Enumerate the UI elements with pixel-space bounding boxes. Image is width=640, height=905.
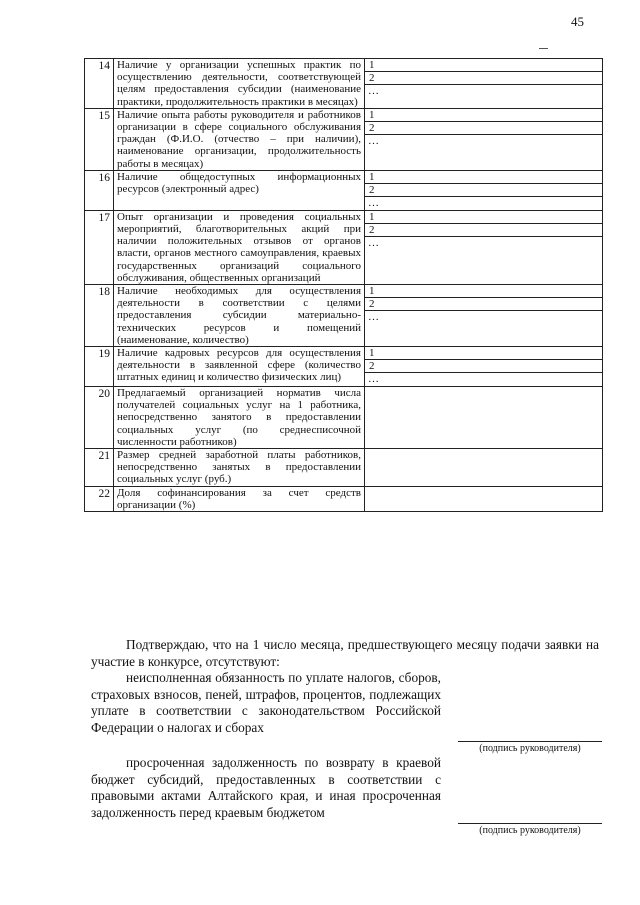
value-line[interactable]: 2 (365, 360, 602, 373)
value-line[interactable]: 1 (365, 109, 602, 122)
row-value-cell[interactable] (365, 387, 603, 449)
value-line[interactable]: 2 (365, 184, 602, 197)
value-line[interactable]: 2 (365, 72, 602, 85)
signature-label-1: (подпись руководителя) (479, 743, 581, 754)
confirm-item-2: просроченная задолженность по возврату в краевой бюджет субсидий, предоставленных в соответствии с правовыми актами Алтайского края, и иная просроченная задолженность перед краевым бюджетом (91, 755, 441, 820)
row-value-cell[interactable] (365, 170, 603, 210)
row-number: 17 (85, 210, 114, 284)
row-description: Размер средней заработной платы работников, непосредственно занятых в предоставлении социальных услуг (руб.) (114, 449, 365, 487)
row-number: 18 (85, 285, 114, 347)
table-row (85, 449, 603, 487)
row-description: Наличие кадровых ресурсов для осуществления деятельности в заявленной сфере (количество штатных единиц и количество физических лиц) (114, 347, 365, 387)
criteria-table (84, 58, 603, 512)
row-number: 16 (85, 170, 114, 210)
row-value-cell[interactable] (365, 285, 603, 347)
row-number: 19 (85, 347, 114, 387)
row-value-cell[interactable] (365, 449, 603, 487)
value-line[interactable]: … (368, 85, 379, 97)
value-line[interactable]: 1 (365, 285, 602, 298)
table-row (85, 285, 603, 347)
table-row (85, 108, 603, 170)
signature-line-1[interactable] (458, 741, 602, 742)
table-row (85, 347, 603, 387)
row-number: 20 (85, 387, 114, 449)
value-line[interactable]: 1 (365, 171, 602, 184)
table-row (85, 170, 603, 210)
value-line[interactable]: … (368, 311, 379, 324)
table-row (85, 486, 603, 511)
value-line[interactable]: … (368, 134, 379, 147)
value-line[interactable]: … (368, 236, 379, 249)
row-value-cell[interactable] (365, 108, 603, 170)
value-line[interactable]: 1 (365, 59, 602, 72)
confirm-item-1: неисполненная обязанность по уплате налогов, сборов, страховых взносов, пеней, штрафов, процентов, подлежащих уплате в соответствии с законодательством Российской Федерации о налогах и сборах (91, 670, 441, 735)
row-description: Наличие общедоступных информационных ресурсов (электронный адрес) (114, 170, 365, 210)
value-line[interactable]: … (368, 373, 379, 386)
row-number: 14 (85, 59, 114, 109)
row-description: Доля софинансирования за счет средств организации (%) (114, 486, 365, 511)
table-row (85, 210, 603, 284)
row-number: 22 (85, 486, 114, 511)
row-number: 21 (85, 449, 114, 487)
value-line[interactable]: 2 (365, 224, 602, 237)
value-line[interactable]: … (368, 196, 379, 209)
row-value-cell[interactable] (365, 210, 603, 284)
value-line[interactable]: 1 (365, 211, 602, 224)
row-value-cell[interactable] (365, 347, 603, 387)
row-value-cell[interactable] (365, 59, 603, 109)
row-description: Наличие необходимых для осуществления деятельности в соответствии с целями предоставления субсидии материально-технических ресурсов и помещений (наименование, количество) (114, 285, 365, 347)
row-value-cell[interactable] (365, 486, 603, 511)
table-row (85, 387, 603, 449)
row-description: Наличие опыта работы руководителя и работников организации в сфере социального обслуживания граждан (Ф.И.О. (отчество – при наличии), наименование организации, продолжительность работы в месяцах) (114, 108, 365, 170)
header-dash (539, 48, 548, 49)
table-row (85, 59, 603, 109)
row-description: Наличие у организации успешных практик по осуществлению деятельности, соответствующей целям предоставления субсидии (наименование практики, продолжительность практики в месяцах) (114, 59, 365, 109)
value-line[interactable]: 1 (365, 347, 602, 360)
signature-label-2: (подпись руководителя) (479, 825, 581, 836)
value-line[interactable]: 2 (365, 298, 602, 311)
row-description: Предлагаемый организацией норматив числа получателей социальных услуг на 1 работника, непосредственно занятого в предоставлении социальных услуг (по среднесписочной численности работников) (114, 387, 365, 449)
signature-line-2[interactable] (458, 823, 602, 824)
page-number: 45 (571, 14, 584, 29)
row-description: Опыт организации и проведения социальных мероприятий, благотворительных акций при наличии положительных отзывов от органов власти, органов местного самоуправления, краевых государственных организаций социального обслуживания, общественных организаций (114, 210, 365, 284)
value-line[interactable]: 2 (365, 122, 602, 135)
confirm-intro: Подтверждаю, что на 1 число месяца, предшествующего месяцу подачи заявки на участие в конкурсе, отсутствуют: (91, 637, 599, 669)
row-number: 15 (85, 108, 114, 170)
